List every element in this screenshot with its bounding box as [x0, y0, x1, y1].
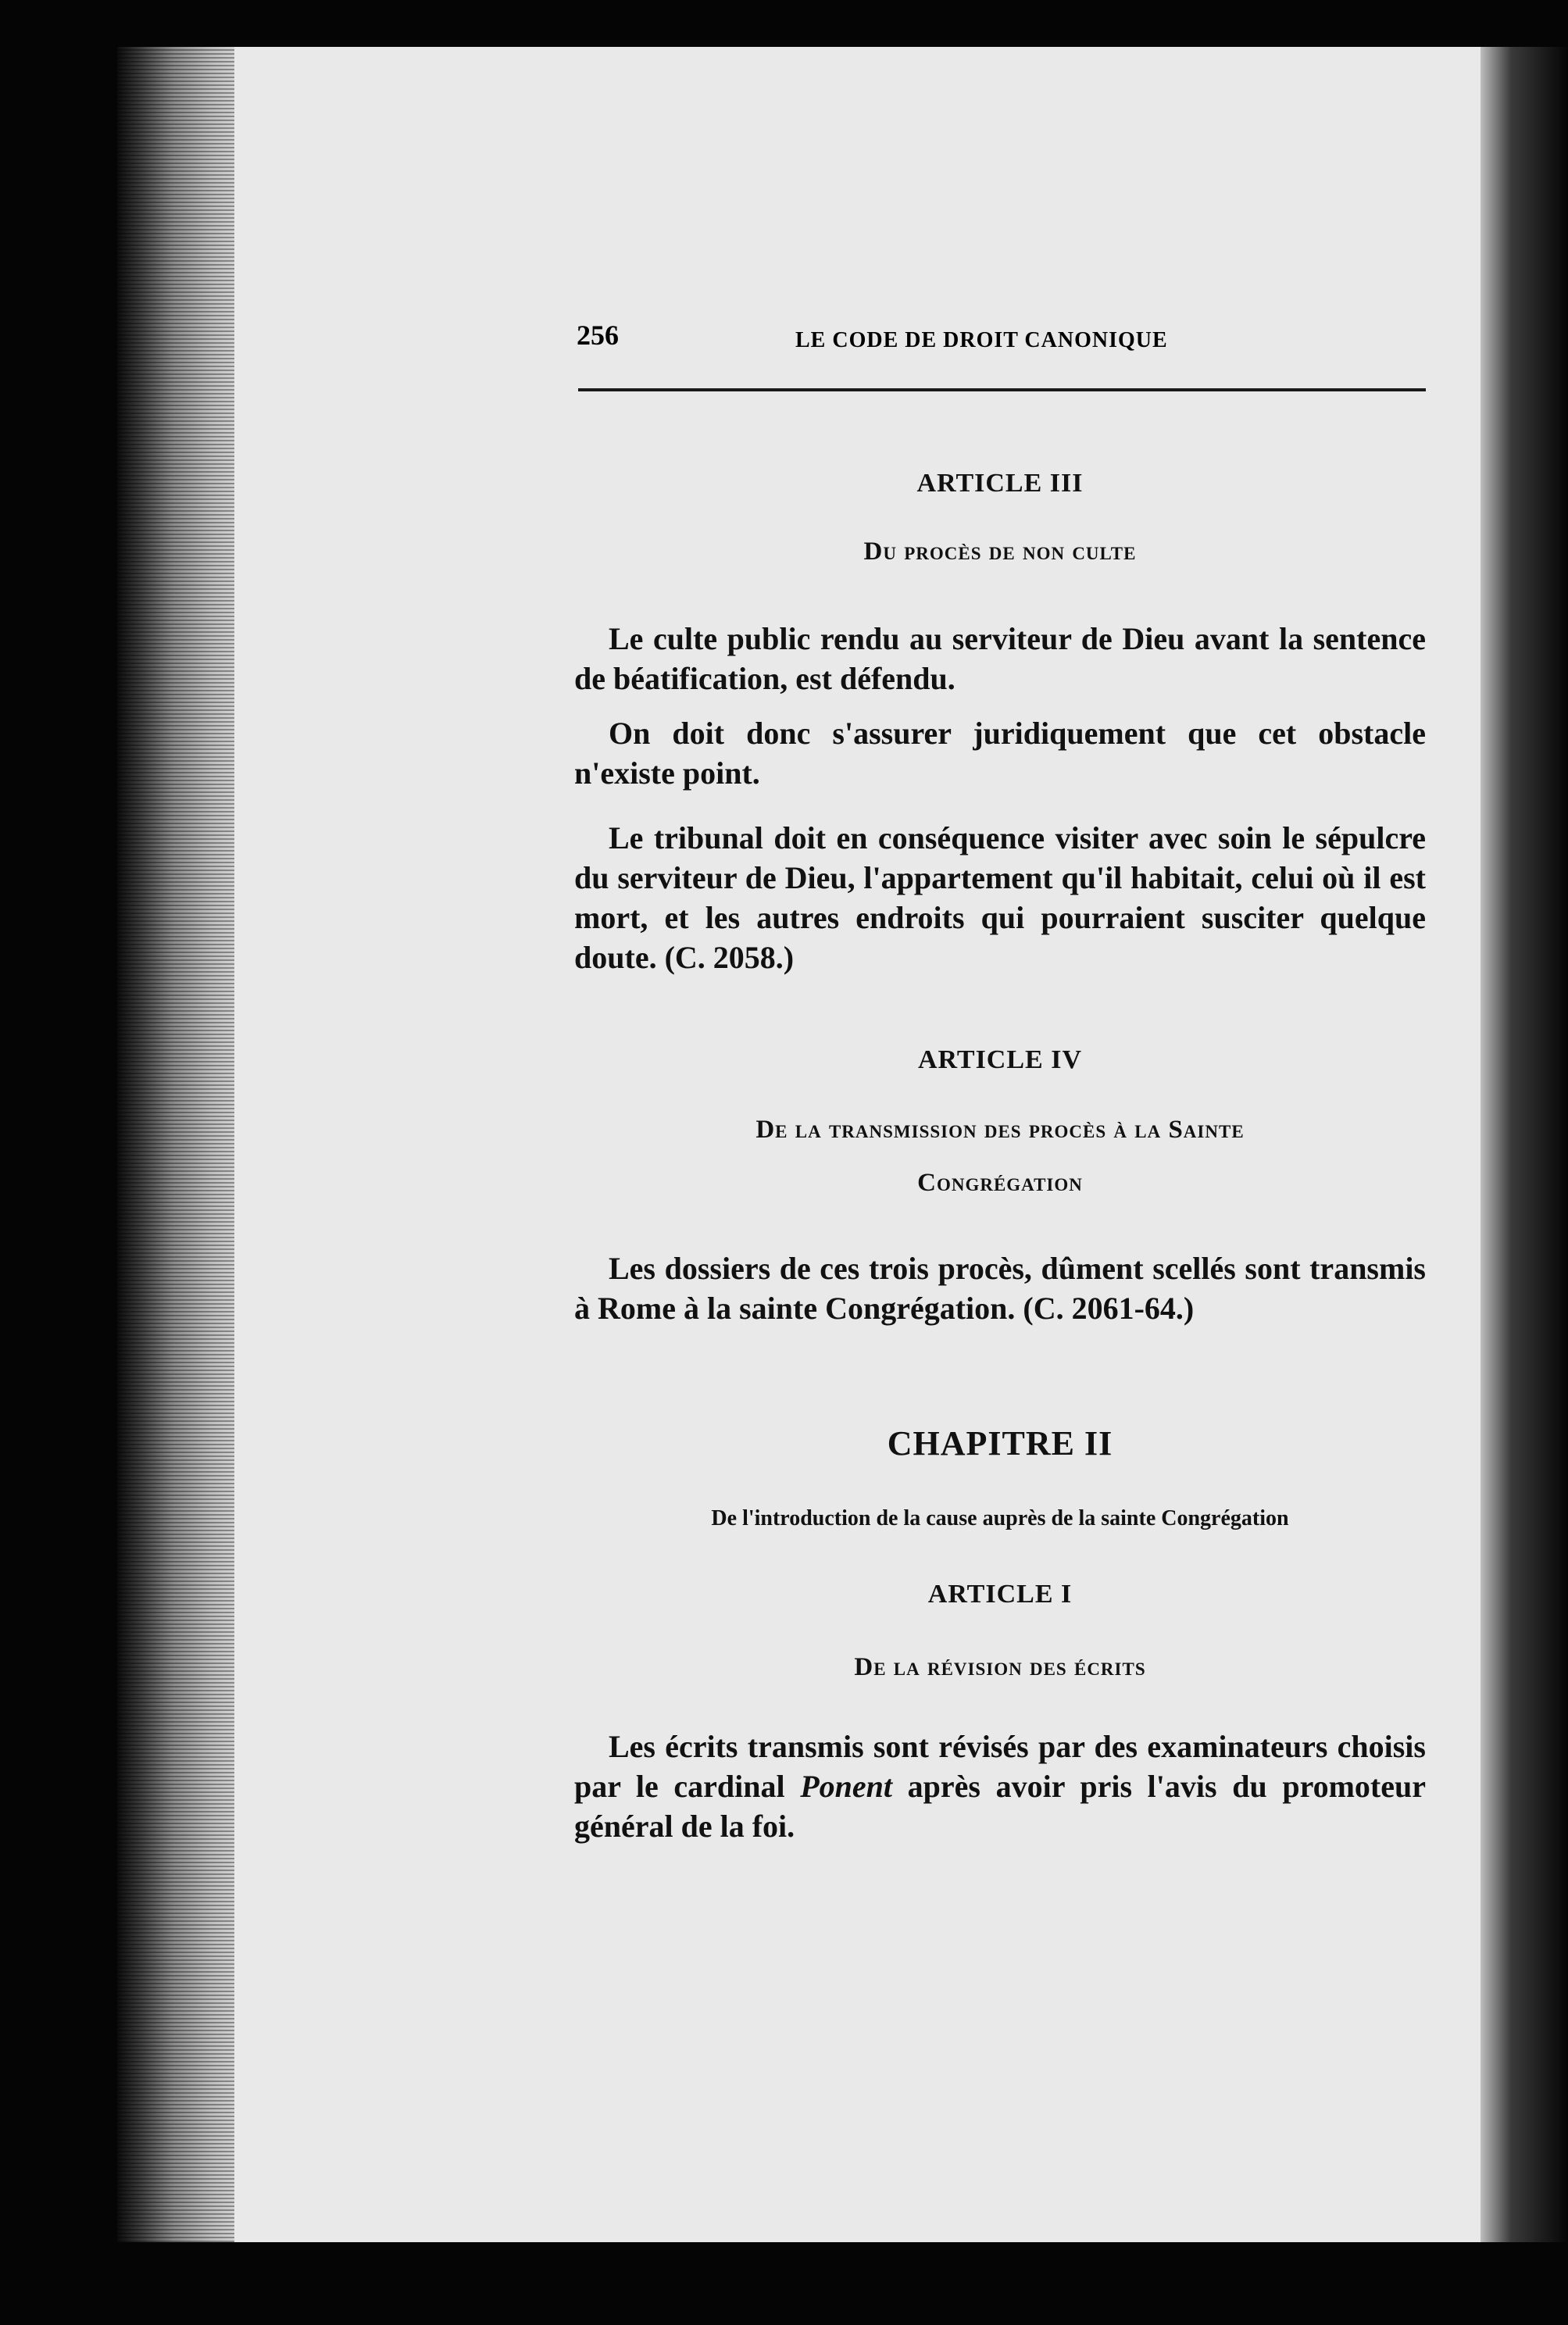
page-edge-shadow [1480, 47, 1568, 2242]
gutter-texture [117, 47, 242, 2242]
article-1-paragraph [574, 1727, 1426, 1846]
article-3-paragraph-1: Le culte public rendu au serviteur de Dieu avant la sentence de béatification, est défendu. [574, 621, 1426, 696]
running-header [577, 319, 1428, 366]
article-1-emphasis-ponent: Ponent [800, 1769, 893, 1804]
article-4-title-line-1: De la transmission des procès à la Sainte [755, 1116, 1245, 1144]
chapter-2-heading: CHAPITRE II [887, 1424, 1113, 1462]
article-3-paragraph-3: Le tribunal doit en conséquence visiter avec soin le sépulcre du serviteur de Dieu, l'appartement qu'il habitait, celui où il est mort, et les autres endroits qui pourraient susciter quelque doute. (C. 2058.) [574, 820, 1426, 975]
header-rule [578, 388, 1426, 391]
running-title: LE CODE DE DROIT CANONIQUE [795, 328, 1168, 352]
article-1-text-part-2: après avoir pris l'avis du promoteur général de la foi. [574, 1769, 1427, 1844]
article-4-title-line-2: Congrégation [917, 1169, 1083, 1197]
chapter-2-subtitle: De l'introduction de la cause auprès de la sainte Congrégation [711, 1506, 1289, 1530]
page-number: 256 [577, 320, 619, 351]
article-4-heading: ARTICLE IV [917, 1045, 1082, 1074]
article-3-heading: ARTICLE III [916, 469, 1084, 498]
article-4-paragraph: Les dossiers de ces trois procès, dûment scellés sont transmis à Rome à la sainte Congrégation. (C. 2061-64.) [574, 1251, 1426, 1326]
article-1-text-part-1: Les écrits transmis sont révisés par des examinateurs choisis par le cardinal [574, 1729, 1426, 1804]
article-1-heading: ARTICLE I [927, 1580, 1073, 1609]
book-page [234, 47, 1484, 2242]
article-3-paragraph-2: On doit donc s'assurer juridiquement que cet obstacle n'existe point. [574, 716, 1426, 791]
article-3-title: Du procès de non culte [863, 538, 1137, 566]
article-1-title: De la révision des écrits [854, 1653, 1146, 1681]
